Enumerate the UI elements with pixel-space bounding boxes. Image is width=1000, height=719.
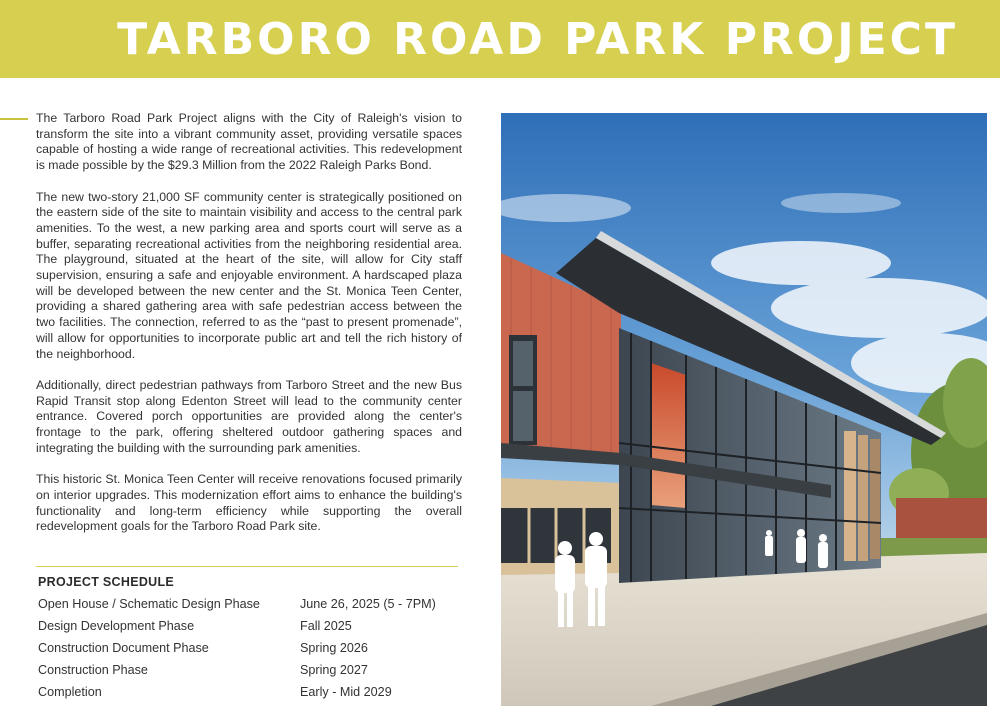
page-title: TARBORO ROAD PARK PROJECT (117, 14, 958, 65)
schedule-phase: Construction Document Phase (38, 641, 209, 655)
schedule-heading: PROJECT SCHEDULE (38, 575, 175, 589)
schedule-phase: Design Development Phase (38, 619, 195, 633)
schedule-table (38, 597, 468, 707)
paragraph-teen-center: This historic St. Monica Teen Center will receive renovations focused primarily on interior upgrades. This modernization effort aims to enhance the building's functionality and long-term efficiency while supporting the overall redevelopment goals for the Tarboro Road Park site. (36, 472, 462, 534)
schedule-date: Spring 2027 (300, 663, 368, 677)
community-center-rendering (501, 113, 987, 706)
schedule-row (38, 619, 468, 641)
accent-line (0, 118, 28, 120)
schedule-phase: Open House / Schematic Design Phase (38, 597, 260, 611)
schedule-phase: Completion (38, 685, 102, 699)
schedule-row (38, 597, 468, 619)
art-panels (844, 431, 880, 561)
paragraph-intro: The Tarboro Road Park Project aligns with the City of Raleigh's vision to transform the site into a vibrant community asset, providing versatile spaces capable of hosting a wide range of recreational activities. This redevelopment is made possible by the $29.3 Million from the 2022 Raleigh Parks Bond. (36, 111, 462, 173)
schedule-phase: Construction Phase (38, 663, 148, 677)
paragraph-pathways: Additionally, direct pedestrian pathways from Tarboro Street and the new Bus Rapid Transit stop along Edenton Street will lead to the community center entrance. Covered porch opportunities are provided along the center's frontage to the park, offering sheltered outdoor gathering spaces and integrating the building with the surrounding park amenities. (36, 377, 462, 455)
schedule-date: Early - Mid 2029 (300, 685, 392, 699)
mural (651, 363, 686, 508)
schedule-row (38, 641, 468, 663)
schedule-row (38, 685, 468, 707)
title-banner (0, 0, 1000, 78)
paragraph-community-center: The new two-story 21,000 SF community center is strategically positioned on the eastern side of the site to maintain visibility and access to the central park amenities. To the west, a new parking area and sports court will serve as a buffer, separating recreational activities from the neighboring residential area. The playground, situated at the heart of the site, will allow for City staff supervision, ensuring a safe and enjoyable environment. A hardscaped plaza will be developed between the new center and the St. Monica Teen Center, providing a shared gathering area with safe pedestrian access between the two facilities. The connection, referred to as the “past to present promenade”, will allow for opportunities to incorporate public art and tell the rich history of the neighborhood. (36, 189, 462, 361)
schedule-row (38, 663, 468, 685)
schedule-date: Spring 2026 (300, 641, 368, 655)
description-text (36, 111, 462, 551)
schedule-date: June 26, 2025 (5 - 7PM) (300, 597, 436, 611)
section-divider (36, 566, 458, 567)
schedule-date: Fall 2025 (300, 619, 352, 633)
